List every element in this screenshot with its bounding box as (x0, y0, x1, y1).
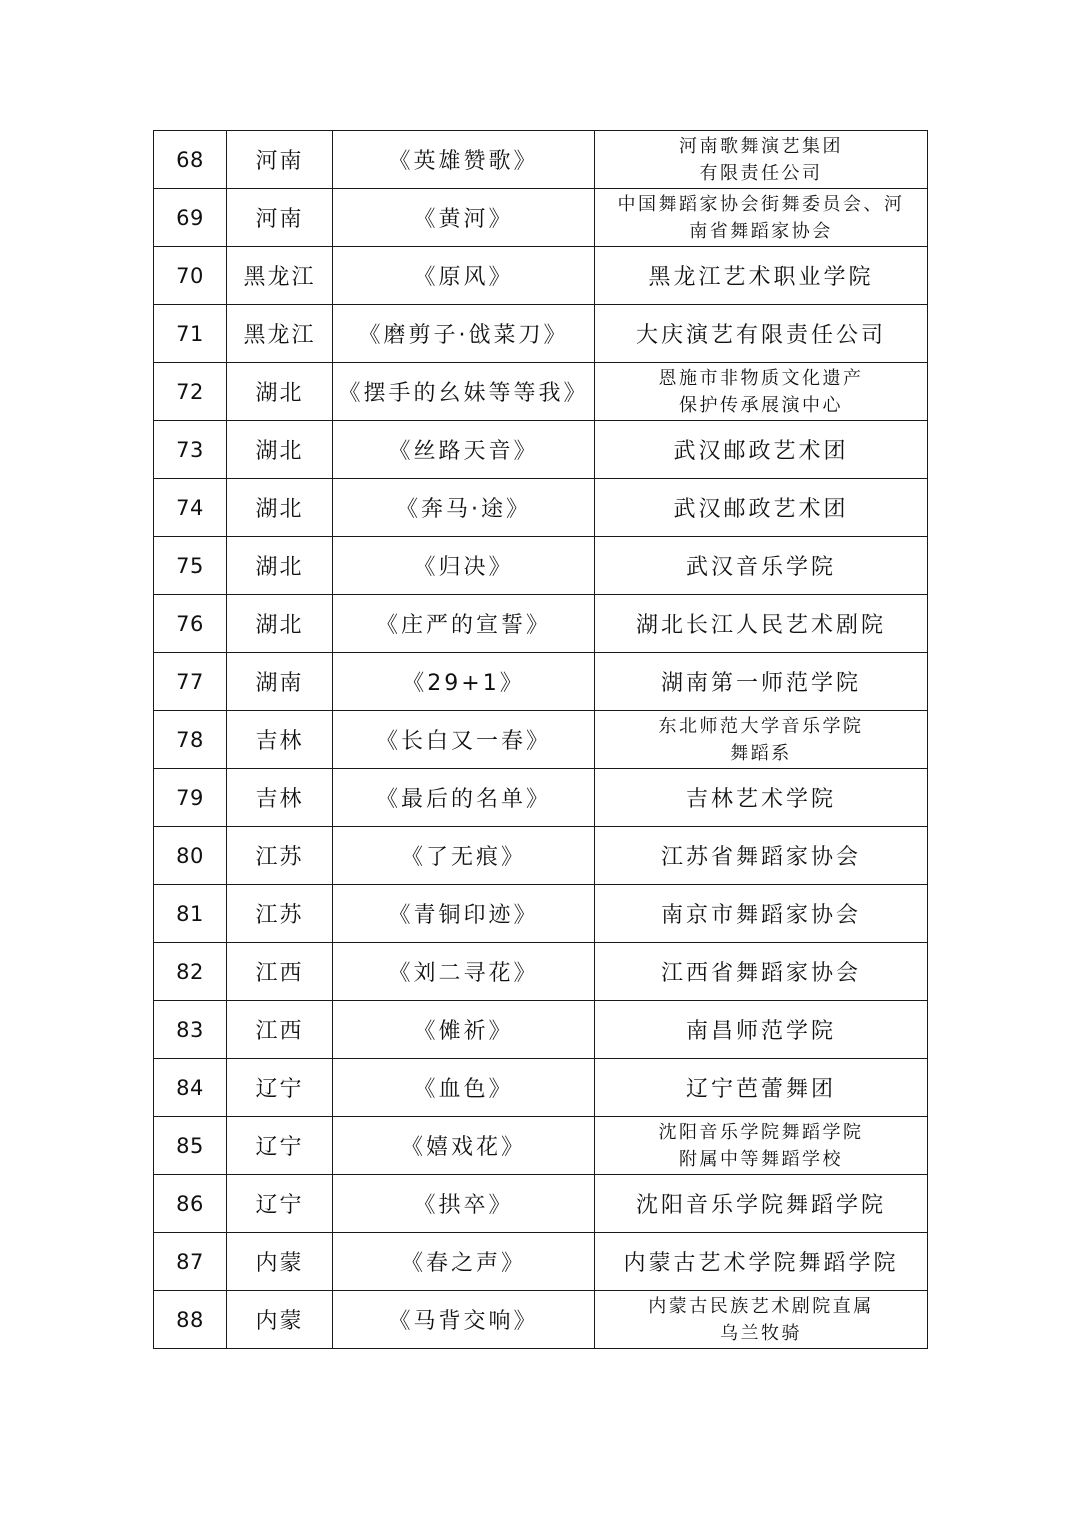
row-province: 江苏 (227, 885, 333, 943)
row-program-title: 《拱卒》 (333, 1175, 595, 1233)
table-row (154, 653, 928, 711)
program-list-table (153, 130, 928, 1349)
row-program-title: 《奔马·途》 (333, 479, 595, 537)
row-number: 77 (154, 653, 227, 711)
row-number: 88 (154, 1291, 227, 1349)
row-program-title: 《庄严的宣誓》 (333, 595, 595, 653)
row-number: 79 (154, 769, 227, 827)
row-province: 河南 (227, 131, 333, 189)
organization-line: 保护传承展演中心 (679, 394, 843, 416)
row-number: 76 (154, 595, 227, 653)
row-province: 吉林 (227, 769, 333, 827)
row-province: 湖北 (227, 363, 333, 421)
row-number: 73 (154, 421, 227, 479)
row-organization: 湖北长江人民艺术剧院 (595, 595, 928, 653)
row-organization: 辽宁芭蕾舞团 (595, 1059, 928, 1117)
table-row (154, 479, 928, 537)
row-program-title: 《丝路天音》 (333, 421, 595, 479)
row-organization: 内蒙古艺术学院舞蹈学院 (595, 1233, 928, 1291)
row-organization: 武汉邮政艺术团 (595, 421, 928, 479)
row-organization (595, 189, 928, 247)
row-organization: 吉林艺术学院 (595, 769, 928, 827)
row-number: 82 (154, 943, 227, 1001)
row-program-title: 《黄河》 (333, 189, 595, 247)
row-program-title: 《了无痕》 (333, 827, 595, 885)
row-number: 78 (154, 711, 227, 769)
table-row (154, 131, 928, 189)
row-province: 湖北 (227, 595, 333, 653)
table-row (154, 1059, 928, 1117)
row-number: 75 (154, 537, 227, 595)
row-number: 85 (154, 1117, 227, 1175)
row-organization: 南昌师范学院 (595, 1001, 928, 1059)
organization-line: 恩施市非物质文化遗产 (658, 367, 864, 389)
row-program-title: 《马背交响》 (333, 1291, 595, 1349)
row-number: 69 (154, 189, 227, 247)
organization-line: 附属中等舞蹈学校 (679, 1148, 843, 1170)
row-program-title: 《归决》 (333, 537, 595, 595)
row-organization (595, 1117, 928, 1175)
table-row (154, 943, 928, 1001)
table-row (154, 885, 928, 943)
row-province: 湖北 (227, 537, 333, 595)
table-row (154, 363, 928, 421)
row-number: 81 (154, 885, 227, 943)
row-province: 江西 (227, 1001, 333, 1059)
row-number: 68 (154, 131, 227, 189)
row-province: 内蒙 (227, 1291, 333, 1349)
row-organization (595, 131, 928, 189)
organization-line: 乌兰牧骑 (720, 1322, 802, 1344)
row-number: 86 (154, 1175, 227, 1233)
table-row (154, 421, 928, 479)
table-row (154, 827, 928, 885)
row-number: 84 (154, 1059, 227, 1117)
row-organization (595, 711, 928, 769)
row-province: 吉林 (227, 711, 333, 769)
row-province: 黑龙江 (227, 305, 333, 363)
row-number: 83 (154, 1001, 227, 1059)
row-organization: 江苏省舞蹈家协会 (595, 827, 928, 885)
organization-line: 南省舞蹈家协会 (689, 220, 833, 242)
table-row (154, 1291, 928, 1349)
table-row (154, 595, 928, 653)
table-row (154, 1117, 928, 1175)
row-number: 87 (154, 1233, 227, 1291)
organization-line: 河南歌舞演艺集团 (679, 135, 843, 157)
table-row (154, 769, 928, 827)
row-province: 内蒙 (227, 1233, 333, 1291)
row-province: 湖南 (227, 653, 333, 711)
organization-line: 内蒙古民族艺术剧院直属 (648, 1295, 874, 1317)
row-province: 辽宁 (227, 1117, 333, 1175)
row-program-title: 《最后的名单》 (333, 769, 595, 827)
row-number: 70 (154, 247, 227, 305)
table-row (154, 711, 928, 769)
row-program-title: 《嬉戏花》 (333, 1117, 595, 1175)
row-organization: 武汉邮政艺术团 (595, 479, 928, 537)
row-program-title: 《英雄赞歌》 (333, 131, 595, 189)
table-row (154, 1001, 928, 1059)
row-program-title: 《29+1》 (333, 653, 595, 711)
organization-line: 舞蹈系 (730, 742, 792, 764)
row-program-title: 《血色》 (333, 1059, 595, 1117)
row-program-title: 《傩祈》 (333, 1001, 595, 1059)
row-number: 80 (154, 827, 227, 885)
row-province: 湖北 (227, 479, 333, 537)
row-organization: 武汉音乐学院 (595, 537, 928, 595)
row-number: 72 (154, 363, 227, 421)
table-row (154, 1233, 928, 1291)
row-organization (595, 363, 928, 421)
table-row (154, 305, 928, 363)
table-row (154, 1175, 928, 1233)
row-program-title: 《长白又一春》 (333, 711, 595, 769)
row-number: 74 (154, 479, 227, 537)
row-program-title: 《春之声》 (333, 1233, 595, 1291)
row-organization (595, 1291, 928, 1349)
row-province: 江西 (227, 943, 333, 1001)
row-program-title: 《磨剪子·戗菜刀》 (333, 305, 595, 363)
organization-line: 有限责任公司 (699, 162, 823, 184)
row-organization: 湖南第一师范学院 (595, 653, 928, 711)
row-program-title: 《原风》 (333, 247, 595, 305)
row-province: 辽宁 (227, 1175, 333, 1233)
row-province: 江苏 (227, 827, 333, 885)
row-program-title: 《刘二寻花》 (333, 943, 595, 1001)
row-number: 71 (154, 305, 227, 363)
organization-line: 中国舞蹈家协会街舞委员会、河 (617, 193, 905, 215)
row-province: 河南 (227, 189, 333, 247)
table-row (154, 189, 928, 247)
row-organization: 大庆演艺有限责任公司 (595, 305, 928, 363)
row-province: 辽宁 (227, 1059, 333, 1117)
row-organization: 黑龙江艺术职业学院 (595, 247, 928, 305)
row-organization: 江西省舞蹈家协会 (595, 943, 928, 1001)
row-province: 黑龙江 (227, 247, 333, 305)
table-body (154, 131, 928, 1349)
organization-line: 沈阳音乐学院舞蹈学院 (658, 1121, 864, 1143)
row-organization: 南京市舞蹈家协会 (595, 885, 928, 943)
organization-line: 东北师范大学音乐学院 (658, 715, 864, 737)
table-row (154, 247, 928, 305)
table-row (154, 537, 928, 595)
row-province: 湖北 (227, 421, 333, 479)
row-program-title: 《摆手的幺妹等等我》 (333, 363, 595, 421)
row-program-title: 《青铜印迹》 (333, 885, 595, 943)
row-organization: 沈阳音乐学院舞蹈学院 (595, 1175, 928, 1233)
